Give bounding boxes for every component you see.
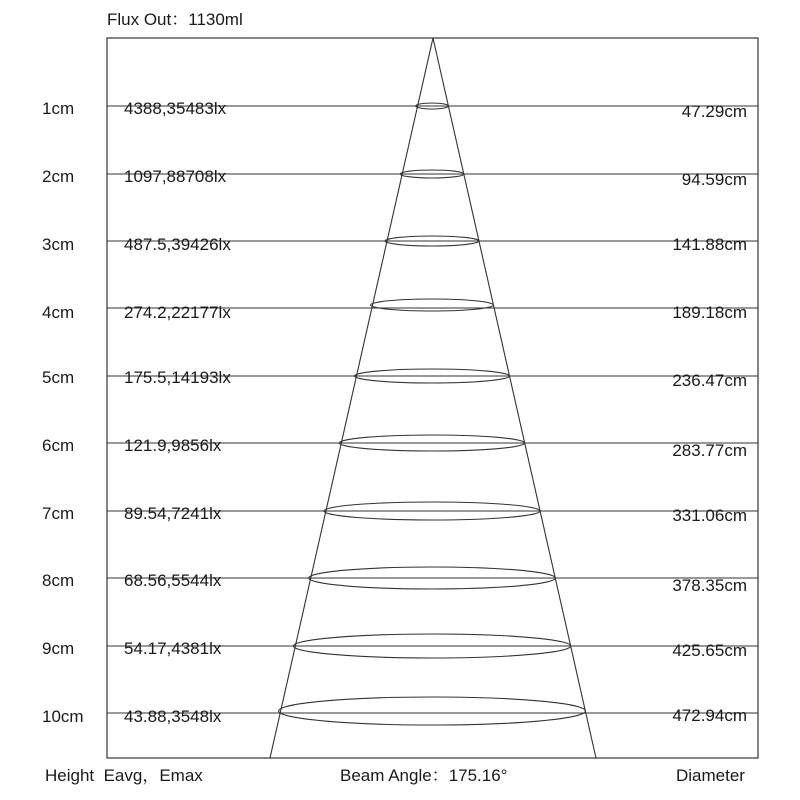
row-illuminance-value: 43.88,3548lx: [124, 707, 222, 726]
row-height-label: 7cm: [42, 504, 75, 523]
flux-out-title: Flux Out：: [107, 10, 189, 29]
row-illuminance-value: 175.5,14193lx: [124, 368, 231, 387]
beam-cross-section-ellipse: [371, 299, 494, 311]
row-illuminance-value: 54.17,4381lx: [124, 639, 222, 658]
row-illuminance-value: 68.56,5544lx: [124, 571, 222, 590]
cone-right-edge: [433, 38, 596, 758]
row-diameter-value: 94.59cm: [681, 170, 747, 189]
beam-angle-title: Beam Angle：: [340, 766, 449, 785]
beam-cross-section-ellipse: [279, 697, 586, 725]
row-diameter-value: 47.29cm: [681, 102, 747, 121]
flux-out-value: 1130ml: [188, 10, 243, 29]
row-diameter-value: 331.06cm: [672, 506, 747, 525]
row-height-label: 1cm: [42, 99, 75, 118]
row-height-label: 8cm: [42, 571, 75, 590]
row-diameter-value: 141.88cm: [672, 235, 747, 254]
row-diameter-value: 283.77cm: [672, 441, 747, 460]
row-height-label: 4cm: [42, 303, 75, 322]
diameter-column-label: Diameter: [676, 766, 745, 785]
row-height-label: 3cm: [42, 235, 75, 254]
row-illuminance-value: 4388,35483lx: [124, 99, 227, 118]
row-diameter-value: 472.94cm: [672, 706, 747, 725]
height-column-label: Height: [45, 766, 95, 785]
row-height-label: 10cm: [42, 707, 84, 726]
row-height-label: 9cm: [42, 639, 75, 658]
row-diameter-value: 378.35cm: [672, 576, 747, 595]
row-illuminance-value: 121.9,9856lx: [124, 436, 222, 455]
row-diameter-value: 236.47cm: [672, 371, 747, 390]
beam-angle-label: [340, 766, 507, 786]
row-height-label: 5cm: [42, 368, 75, 387]
height-footer: [45, 766, 203, 786]
row-diameter-value: 425.65cm: [672, 641, 747, 660]
row-height-label: 2cm: [42, 167, 75, 186]
row-illuminance-value: 1097,88708lx: [124, 167, 227, 186]
row-illuminance-value: 274.2,22177lx: [124, 303, 231, 322]
beam-angle-value: 175.16°: [448, 766, 508, 785]
flux-out-label: [107, 10, 243, 30]
row-height-label: 6cm: [42, 436, 75, 455]
row-illuminance-value: 487.5,39426lx: [124, 235, 231, 254]
row-illuminance-value: 89.54,7241lx: [124, 504, 222, 523]
row-diameter-value: 189.18cm: [672, 303, 747, 322]
lux-column-label: Eavg，Emax: [103, 766, 203, 785]
cone-left-edge: [270, 38, 433, 758]
